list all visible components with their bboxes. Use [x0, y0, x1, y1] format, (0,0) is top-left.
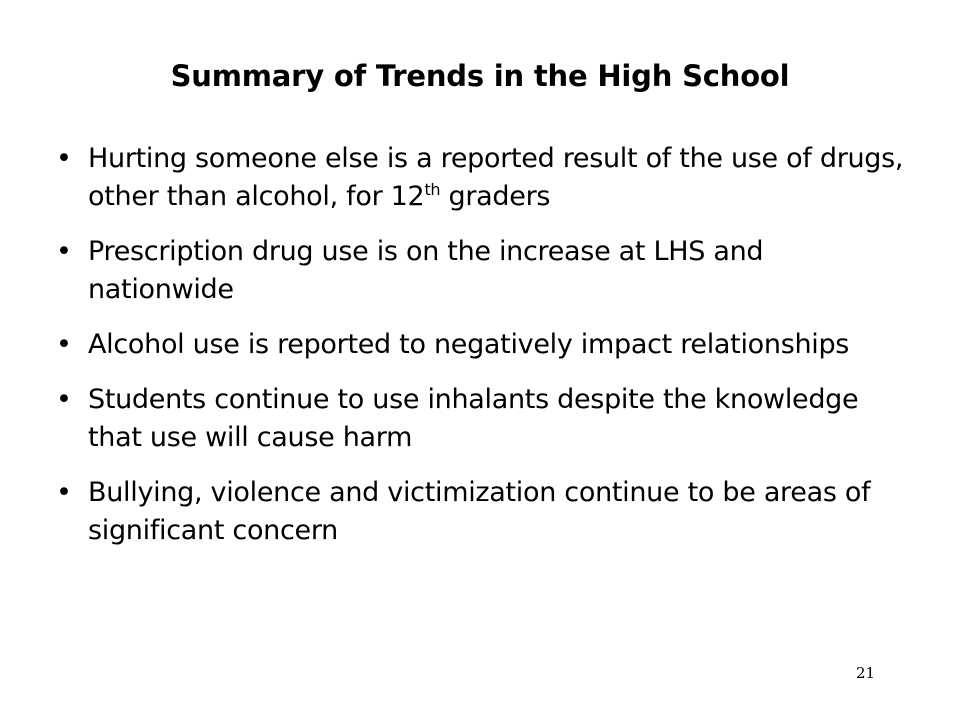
bullet-text-1-start: Hurting someone else is a reported result of the use of drugs, other than alcohol, for 12 [88, 143, 904, 212]
page-number: 21 [856, 664, 876, 682]
bullet-item-1 [56, 140, 906, 216]
bullet-text-5: Bullying, violence and victimization continue to be areas of significant concern [88, 477, 871, 546]
bullet-item-2 [56, 233, 906, 309]
bullet-item-3 [56, 326, 906, 364]
ordinal-superscript: th [424, 180, 441, 199]
slide-title: Summary of Trends in the High School [170, 59, 790, 93]
bullet-icon: • [56, 477, 72, 508]
bullet-icon: • [56, 329, 72, 360]
bullet-item-5 [56, 474, 906, 550]
bullet-text-3: Alcohol use is reported to negatively impact relationships [88, 329, 850, 360]
bullet-icon: • [56, 143, 72, 174]
bullet-text-1-end: graders [440, 181, 551, 212]
bullet-list [56, 140, 906, 550]
bullet-item-4 [56, 381, 906, 457]
bullet-text-4: Students continue to use inhalants despite the knowledge that use will cause harm [88, 384, 859, 453]
bullet-icon: • [56, 384, 72, 415]
bullet-icon: • [56, 236, 72, 267]
bullet-text-2: Prescription drug use is on the increase at LHS and nationwide [88, 236, 764, 305]
